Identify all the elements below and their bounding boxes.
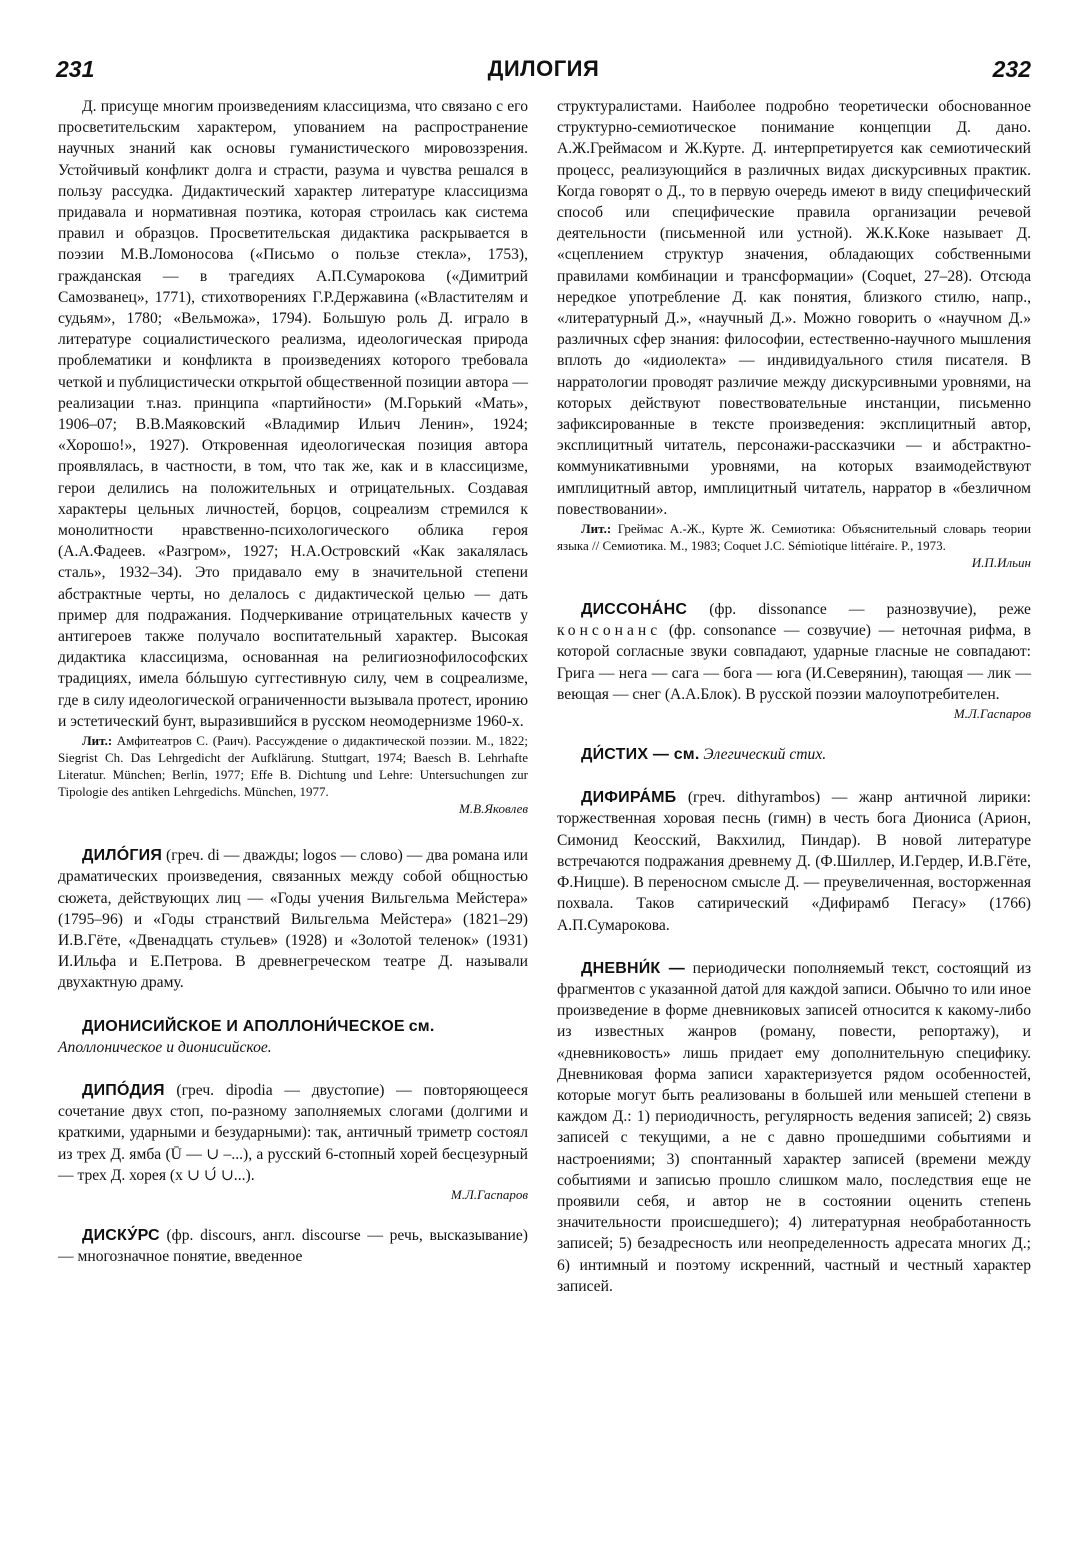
entry-body: структуралистами. Наиболее подробно теоретически обоснованное структурно-семиотическое понимание концепции Д. дано. А.Ж.Греймасом и Ж.Курте. Д. интерпретируется как семиотический процесс, реализующийся в различных видах дискурсивных практик. Когда говорят о Д., то в первую очередь имеют в виду специфический способ или специфические правила организации речевой деятельности (письменной или устной). Ж.К.Коке называет Д. «сцеплением структур значения, обладающих собственными правилами комбинации и трансформации» (Coquet, 27–28). Отсюда нередкое употребление Д. как понятия, близкого стилю, напр., «литературный Д.», «научный Д.». Можно говорить о «научном Д.» различных сфер знания: философии, естественно-научного мышления вплоть до «идиолекта» — индивидуального стиля писателя. В нарратологии проводят различие между дискурсивными уровнями, на которых действуют повествовательные инстанции, письменно зафиксированные в тексте произведения: эксплицитный автор, эксплицитный читатель, персонажи-рассказчики — и абстрактно-коммуникативными уровнями, на которых взаимодействуют имплицитный автор, имплицитный читатель, нарратор в «безличном повествовании». (557, 98, 1031, 518)
headword: ДНЕВНИ́К — (581, 959, 685, 977)
headword: ДИ́СТИХ — см. (581, 746, 700, 764)
entry-dipody (58, 1080, 528, 1203)
entry-body: (греч. dithyrambos) — жанр античной лирики: торжественная хоровая песнь (гимн) в честь бога Диониса (Арион, Симонид Кеосский, Вакхилид, Пиндар). В новой литературе встречаются подражания древнему Д. (Ф.Шиллер, И.Гердер, И.В.Гёте, Ф.Ницше). В переносном смысле Д. — преувеличенная, восторженная похвала. Таков сатирический «Дифирамб Пегасу» (1766) А.П.Сумарокова. (557, 789, 1031, 934)
cross-reference-target: Аполлоническое и дионисийское. (58, 1038, 272, 1056)
entry-body: Д. присуще многим произведениям классицизма, что связано с его просветительским характером, упованием на распространение научных знаний как основы гуманистического мировоззрения. Устойчивый конфликт долга и страсти, разума и чувства решался в пользу рассудка. Дидактический характер литературе классицизма придавала и нормативная поэтика, которая строилась как система правил и образцов. Просветительская дидактика раскрывается в поэзии М.В.Ломоносова («Письмо о пользе стекла», 1753), гражданская — в трагедиях А.П.Сумарокова («Димитрий Самозванец», 1771), стихотворениях Г.Р.Державина («Властителям и судьям», 1780; «Вельможа», 1794). Большую роль Д. играло в литературе социалистического реализма, идеологическая природа проблематики и конфликта в произведениях которого требовала четкой и публицистически открытой общественной позиции автора — реализации т.наз. принципа «партийности» (М.Горький «Мать», 1906–07; В.В.Маяковский «Владимир Ильич Ленин», 1924; «Хорошо!», 1927). Откровенная идеологическая позиция автора проявлялась, в частности, в том, что так же, как и в классицизме, герои делились на положительных и отрицательных. Создавая характеры цельных личностей, борцов, соцреализм стремился к монолитности нравственно-психологического облика героя (А.А.Фадеев. «Разгром», 1927; Н.А.Островский «Как закалялась сталь», 1932–34). Это придавало ему в значительной степени абстрактные черты, но делалось с дидактической целью — дать пример для подражания. Подчеркивание отрицательных качеств у антигероев также получало воспитательный характер. Высокая дидактика классицизма, основанная на религиознофилософских традициях, имела бóльшую суггестивную силу, чем в соцреализме, где в силу идеологической ограниченности вызывала протест, иронию и эстетический бунт, выразившийся в русском неомодернизме 1960-х. (58, 98, 528, 730)
entry-paragraph (58, 1080, 528, 1186)
entry-paragraph (58, 845, 528, 993)
entry-body: периодически пополняемый текст, состоящий из фрагментов с указанной датой для каждой записи. Обычно то или иное произведение в форме дневниковых записей относится к какому-либо из известных жанров (роману, повести, репортажу), и «дневниковость» лишь придает ему дополнительную специфику. Дневниковая форма записи характеризуется рядом особенностей, которые могут быть реализованы в большей или меньшей степени в каждом Д.: 1) периодичность, регулярность ведения записей; 2) связь записей с текущими, а не с давно прошедшими событиями и настроениями; 3) спонтанный характер записей (времени между событиями и записью прошло слишком мало, последствия еще не проявили себя, и автор не в состоянии оценить степень значительности происшедшего); 4) литературная необработанность записей; 5) безадресность или неопределенность адресата многих Д.; 6) интимный и поэтому искренний, частный и честный характер записей. (557, 959, 1031, 1295)
headword: ДИССОНА́НС (581, 601, 688, 619)
cross-reference (58, 1037, 528, 1058)
entry-discourse (58, 1225, 528, 1267)
entry-dionysian (58, 1016, 528, 1058)
literature-text: Греймас А.-Ж., Курте Ж. Семиотика: Объяснительный словарь теории языка // Семиотика. М., 1983; Coquet J.C. Sémiotique littéraire. P., 1973. (557, 521, 1031, 554)
spaced-term: консонанс (557, 622, 662, 640)
entry-author: М.Л.Гаспаров (450, 1186, 528, 1202)
entry-paragraph (557, 599, 1031, 705)
literature-text: Амфитеатров С. (Раич). Рассуждение о дидактической поэзии. М., 1822; Siegrist Ch. Das Lehrgedicht der Aufklärung. Stuttgart, 1974; Baesch B. Lehrhafte Literatur. München; Berlin, 1977; Effe B. Dichtung und Lehre: Untersuchungen zur Tipologie des antiken Lehrgedichs. München, 1977. (58, 733, 529, 800)
entry-author: М.Л.Гаспаров (953, 706, 1031, 722)
right-column (557, 96, 1031, 1297)
entry-body-start: (фр. dissonance — разнозвучие), реже (709, 601, 1031, 619)
entry-dilogy (58, 845, 528, 993)
entry-discourse-continuation (557, 96, 1031, 571)
headword: ДИФИРА́МБ (581, 789, 677, 807)
entry-diary (557, 958, 1031, 1297)
entry-body: (греч. di — дважды; logos — слово) — два романа или драматических произведения, связанных между собой общностью сюжета, действующих лиц — «Годы учения Вильгельма Мейстера» (1795–96) и «Годы странствий Вильгельма Мейстера» (1821–29) И.В.Гёте, «Двенадцать стульев» (1928) и «Золотой теленок» (1931) И.Ильфа и Е.Петрова. В древнегреческом театре Д. называли двухактную драму. (58, 847, 528, 992)
entry-didactic-continuation (58, 96, 528, 817)
entry-body: (фр. discours, англ. discourse — речь, высказывание) — многозначное понятие, введенное (58, 1226, 528, 1266)
entry-paragraph (557, 744, 1031, 765)
headword: ДИПÓДИЯ (82, 1081, 165, 1099)
headword: ДИСКУ́РС (82, 1226, 160, 1244)
entry-body-rest: (фр. consonance — созвучие) — неточная рифма, в которой согласные звуки совпадают, ударные гласные не совпадают: Грига — нега — сага — бога — юга (И.Северянин), тающая — лик — веющая — снег (А.А.Блок). В русской поэзии малоупотребителен. (557, 622, 1031, 703)
see-reference-label: см. (408, 1017, 435, 1035)
left-column (58, 96, 528, 1267)
entry-paragraph (58, 1016, 528, 1037)
literature-label: Лит.: (82, 733, 113, 749)
page-header (56, 56, 1031, 92)
literature-list (557, 520, 1031, 554)
entry-paragraph (557, 787, 1031, 935)
entry-body: (греч. dipodia — двустопие) — повторяющееся сочетание двух стоп, по-разному заполняемых слогами (долгими и краткими, ударными и безударными): так, античный триметр состоял из трех Д. ямба (Ū — ∪ –...), а русский 6-стопный хорей бесцезурный — трех Д. хорея (x ∪ ∪́ ∪...). (58, 1081, 528, 1184)
literature-list (58, 732, 528, 800)
cross-reference-target: Элегический стих. (703, 746, 827, 764)
entry-paragraph (557, 958, 1031, 1297)
entry-distich (557, 744, 1031, 765)
literature-label: Лит.: (581, 521, 612, 537)
entry-author: И.П.Ильин (971, 555, 1031, 571)
entry-author: М.В.Яковлев (459, 801, 528, 817)
running-title: ДИЛОГИЯ (487, 56, 600, 81)
page-number-right: 232 (992, 56, 1031, 82)
page-number-left: 231 (56, 56, 95, 82)
entry-dissonance (557, 599, 1031, 722)
entry-paragraph (58, 1225, 528, 1267)
headword: ДИОНИСИЙСКОЕ И АПОЛЛОНИ́ЧЕСКОЕ (82, 1017, 405, 1035)
headword: ДИЛÓГИЯ (82, 847, 163, 865)
entry-dithyramb (557, 787, 1031, 935)
